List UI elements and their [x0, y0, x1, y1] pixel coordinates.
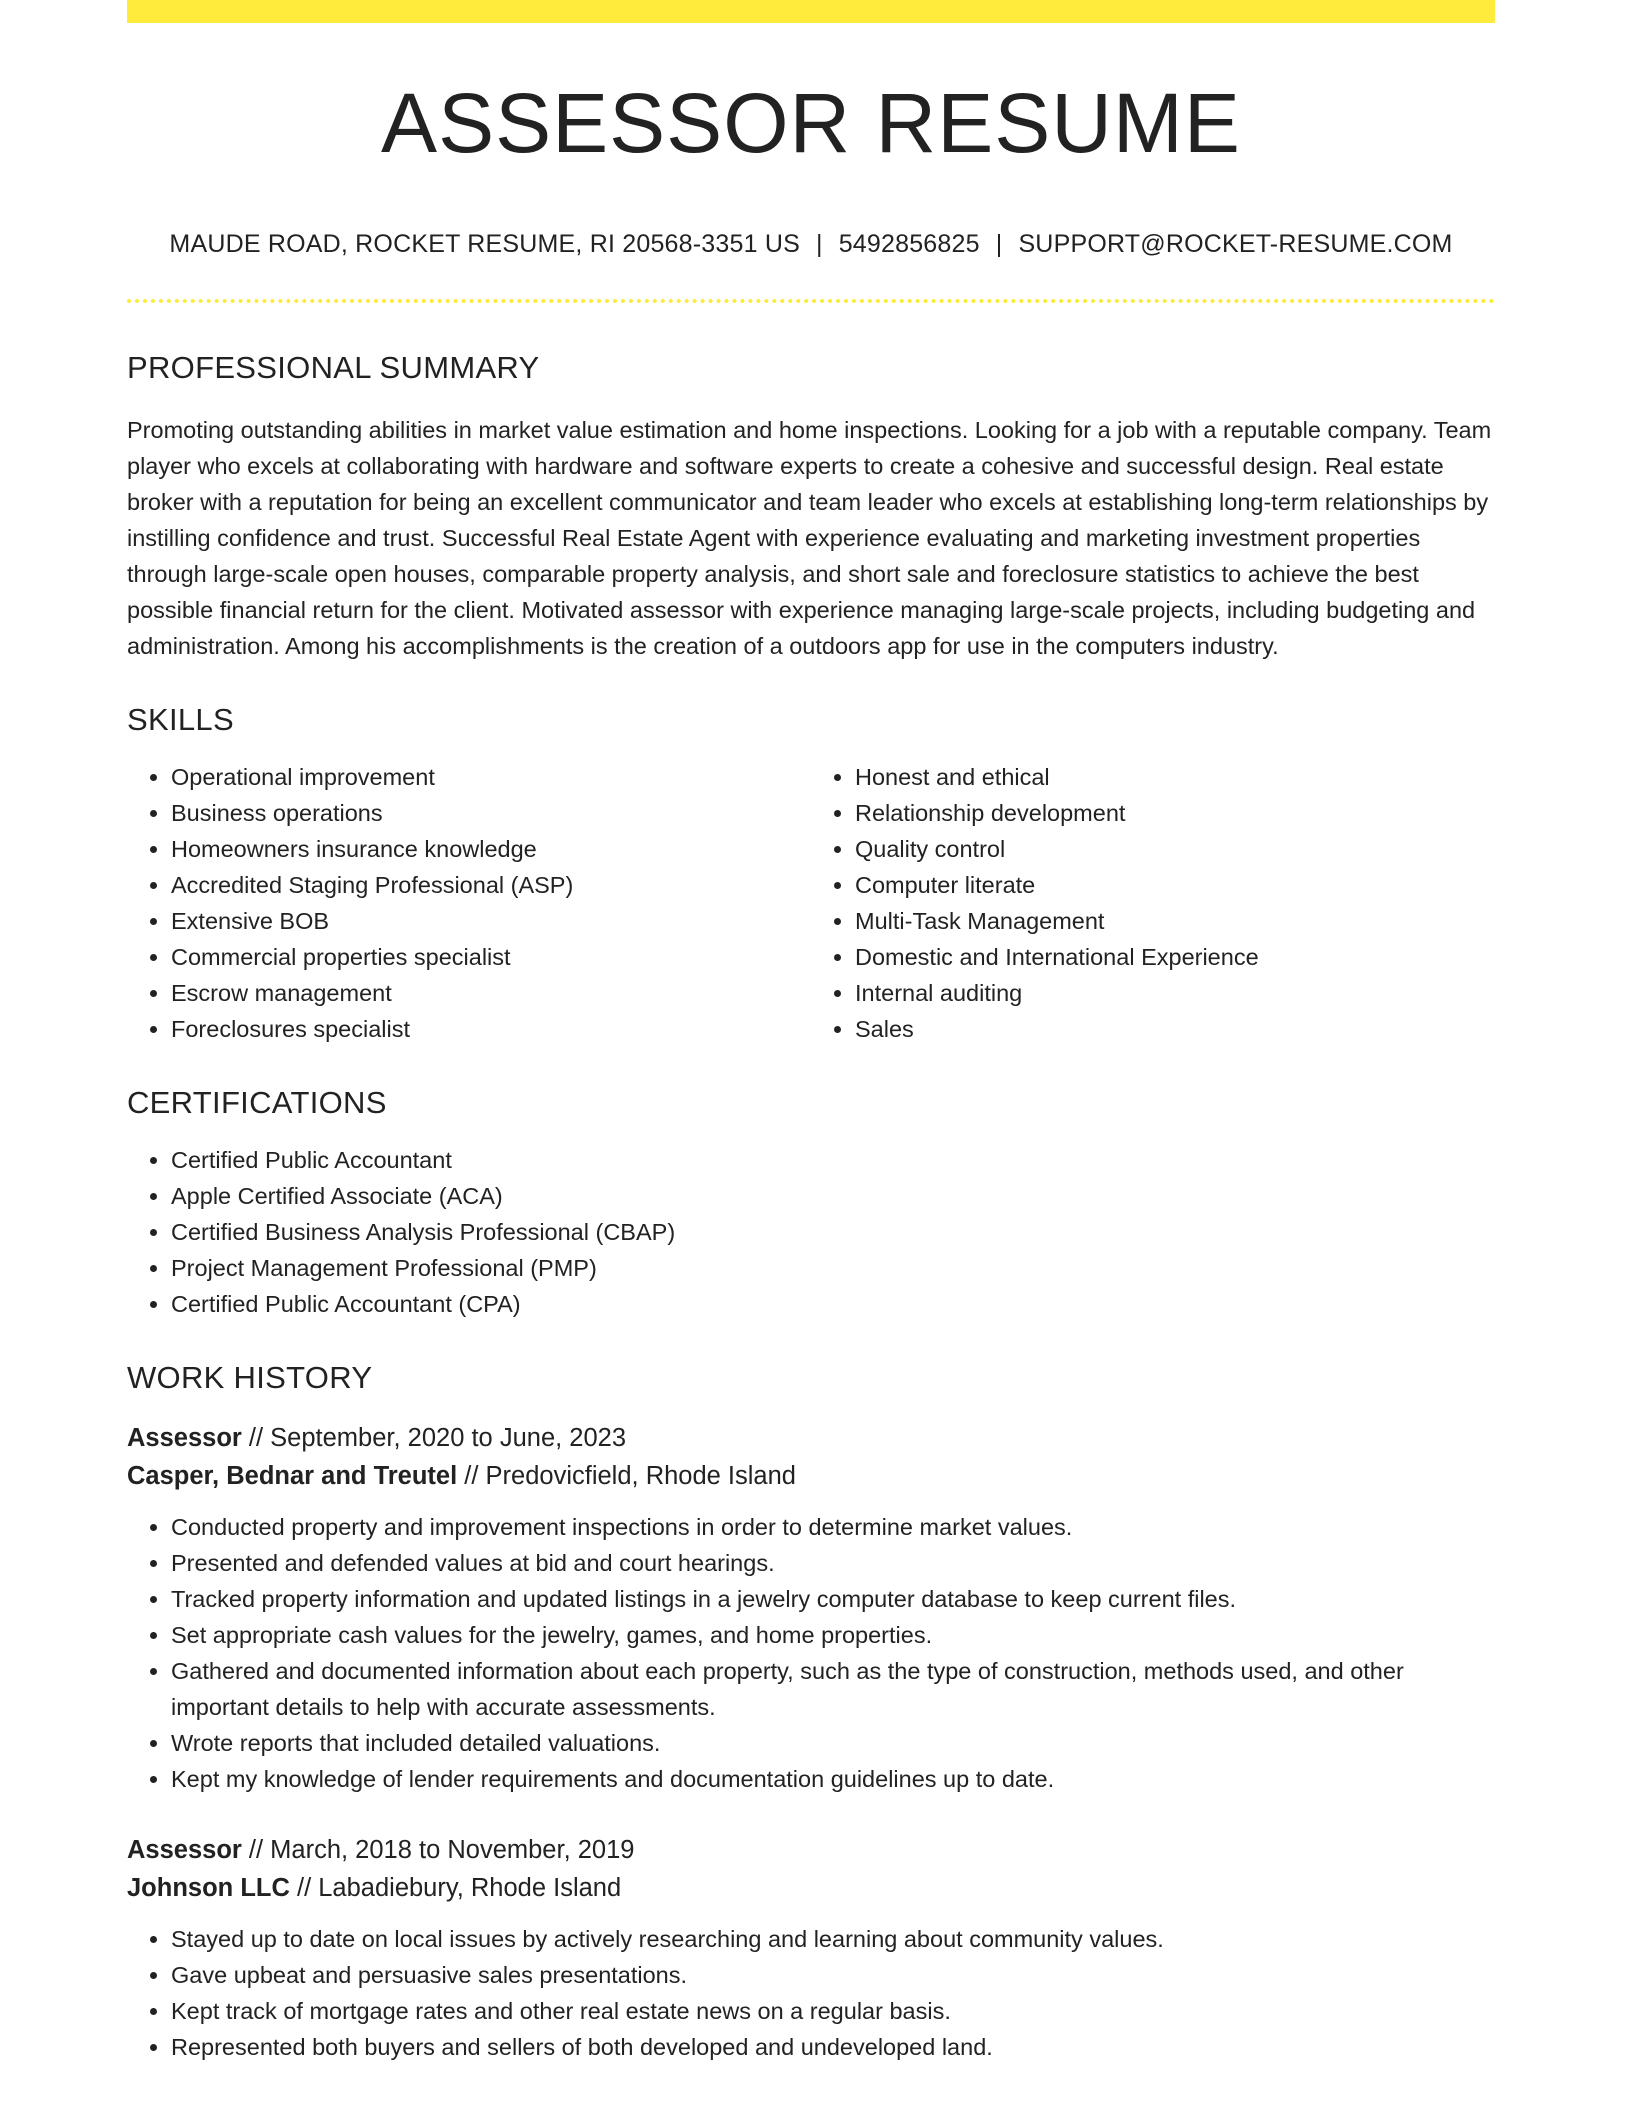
work-history-heading: WORK HISTORY [127, 1360, 373, 1395]
skill-item: • Relationship development [855, 795, 1495, 831]
certification-item: • Certified Public Accountant (CPA) [171, 1286, 1495, 1322]
job-dates: // September, 2020 to June, 2023 [241, 1424, 627, 1452]
skill-item: • Foreclosures specialist [171, 1011, 811, 1047]
job-bullets [127, 1509, 1495, 1797]
job-bullet: • Tracked property information and updated listings in a jewelry computer database to keep current files. [171, 1581, 1495, 1617]
certification-item: • Certified Public Accountant [171, 1142, 1495, 1178]
skill-item: • Business operations [171, 795, 811, 831]
contact-separator: | [995, 230, 1003, 258]
skill-item: • Quality control [855, 831, 1495, 867]
job-title: Assessor [127, 1424, 242, 1452]
skill-item: • Homeowners insurance knowledge [171, 831, 811, 867]
job-bullet: • Kept track of mortgage rates and other real estate news on a regular basis. [171, 1993, 1495, 2029]
certification-item: • Certified Business Analysis Professional (CBAP) [171, 1214, 1495, 1250]
skill-item: • Extensive BOB [171, 903, 811, 939]
job-company: Johnson LLC [127, 1874, 290, 1902]
summary-heading: PROFESSIONAL SUMMARY [127, 350, 540, 385]
contact-separator: | [815, 230, 823, 258]
contact-line [127, 232, 1495, 257]
job-location: // Predovicfield, Rhode Island [457, 1462, 796, 1490]
skill-item: • Escrow management [171, 975, 811, 1011]
job-bullet: • Kept my knowledge of lender requirements and documentation guidelines up to date. [171, 1761, 1495, 1797]
job-location: // Labadiebury, Rhode Island [289, 1874, 622, 1902]
skill-item: • Operational improvement [171, 759, 811, 795]
skills-right-list [811, 759, 1495, 1047]
job-bullets [127, 1921, 1495, 2065]
job-entry [127, 1831, 1495, 2065]
job-bullet: • Gave upbeat and persuasive sales presentations. [171, 1957, 1495, 1993]
job-bullet: • Presented and defended values at bid and court hearings. [171, 1545, 1495, 1581]
job-company-line [127, 1869, 1495, 1907]
skill-item: • Multi-Task Management [855, 903, 1495, 939]
job-title-line [127, 1831, 1495, 1869]
certification-item: • Project Management Professional (PMP) [171, 1250, 1495, 1286]
skills-left-list [127, 759, 811, 1047]
contact-phone: 5492856825 [838, 230, 980, 258]
skills-columns [127, 759, 1495, 1047]
contact-address: MAUDE ROAD, ROCKET RESUME, RI 20568-3351 US [169, 230, 800, 258]
job-bullet: • Stayed up to date on local issues by actively researching and learning about community values. [171, 1921, 1495, 1957]
job-dates: // March, 2018 to November, 2019 [241, 1836, 635, 1864]
skill-item: • Internal auditing [855, 975, 1495, 1011]
skill-item: • Domestic and International Experience [855, 939, 1495, 975]
job-title: Assessor [127, 1836, 242, 1864]
skill-item: • Computer literate [855, 867, 1495, 903]
skill-item: • Sales [855, 1011, 1495, 1047]
job-bullet: • Gathered and documented information about each property, such as the type of construction, methods used, and other important details to help with accurate assessments. [171, 1653, 1495, 1725]
certification-item: • Apple Certified Associate (ACA) [171, 1178, 1495, 1214]
job-company-line [127, 1457, 1495, 1495]
resume-title: ASSESSOR RESUME [381, 76, 1241, 170]
dotted-divider [127, 299, 1495, 303]
contact-email: SUPPORT@ROCKET-RESUME.COM [1018, 230, 1453, 258]
skill-item: • Accredited Staging Professional (ASP) [171, 867, 811, 903]
skills-heading: SKILLS [127, 702, 234, 737]
resume-page [127, 0, 1495, 2065]
job-bullet: • Represented both buyers and sellers of both developed and undeveloped land. [171, 2029, 1495, 2065]
summary-text: Promoting outstanding abilities in market value estimation and home inspections. Looking for a job with a reputable company. Team player who excels at collaborating with hardware and software experts to create a cohesive and successful design. Real estate broker with a reputation for being an excellent communicator and team leader who excels at establishing long-term relationships by instilling confidence and trust. Successful Real Estate Agent with experience evaluating and marketing investment properties through large-scale open houses, comparable property analysis, and short sale and foreclosure statistics to achieve the best possible financial return for the client. Motivated assessor with experience managing large-scale projects, including budgeting and administration. Among his accomplishments is the creation of a outdoors app for use in the computers industry. [127, 417, 1492, 659]
job-bullet: • Wrote reports that included detailed valuations. [171, 1725, 1495, 1761]
job-bullet: • Set appropriate cash values for the jewelry, games, and home properties. [171, 1617, 1495, 1653]
job-company: Casper, Bednar and Treutel [127, 1462, 458, 1490]
job-title-line [127, 1419, 1495, 1457]
certifications-list [127, 1142, 1495, 1322]
certifications-heading: CERTIFICATIONS [127, 1085, 387, 1120]
job-entry [127, 1419, 1495, 1797]
skill-item: • Commercial properties specialist [171, 939, 811, 975]
skill-item: • Honest and ethical [855, 759, 1495, 795]
job-bullet: • Conducted property and improvement inspections in order to determine market values. [171, 1509, 1495, 1545]
top-accent-bar [127, 0, 1495, 23]
